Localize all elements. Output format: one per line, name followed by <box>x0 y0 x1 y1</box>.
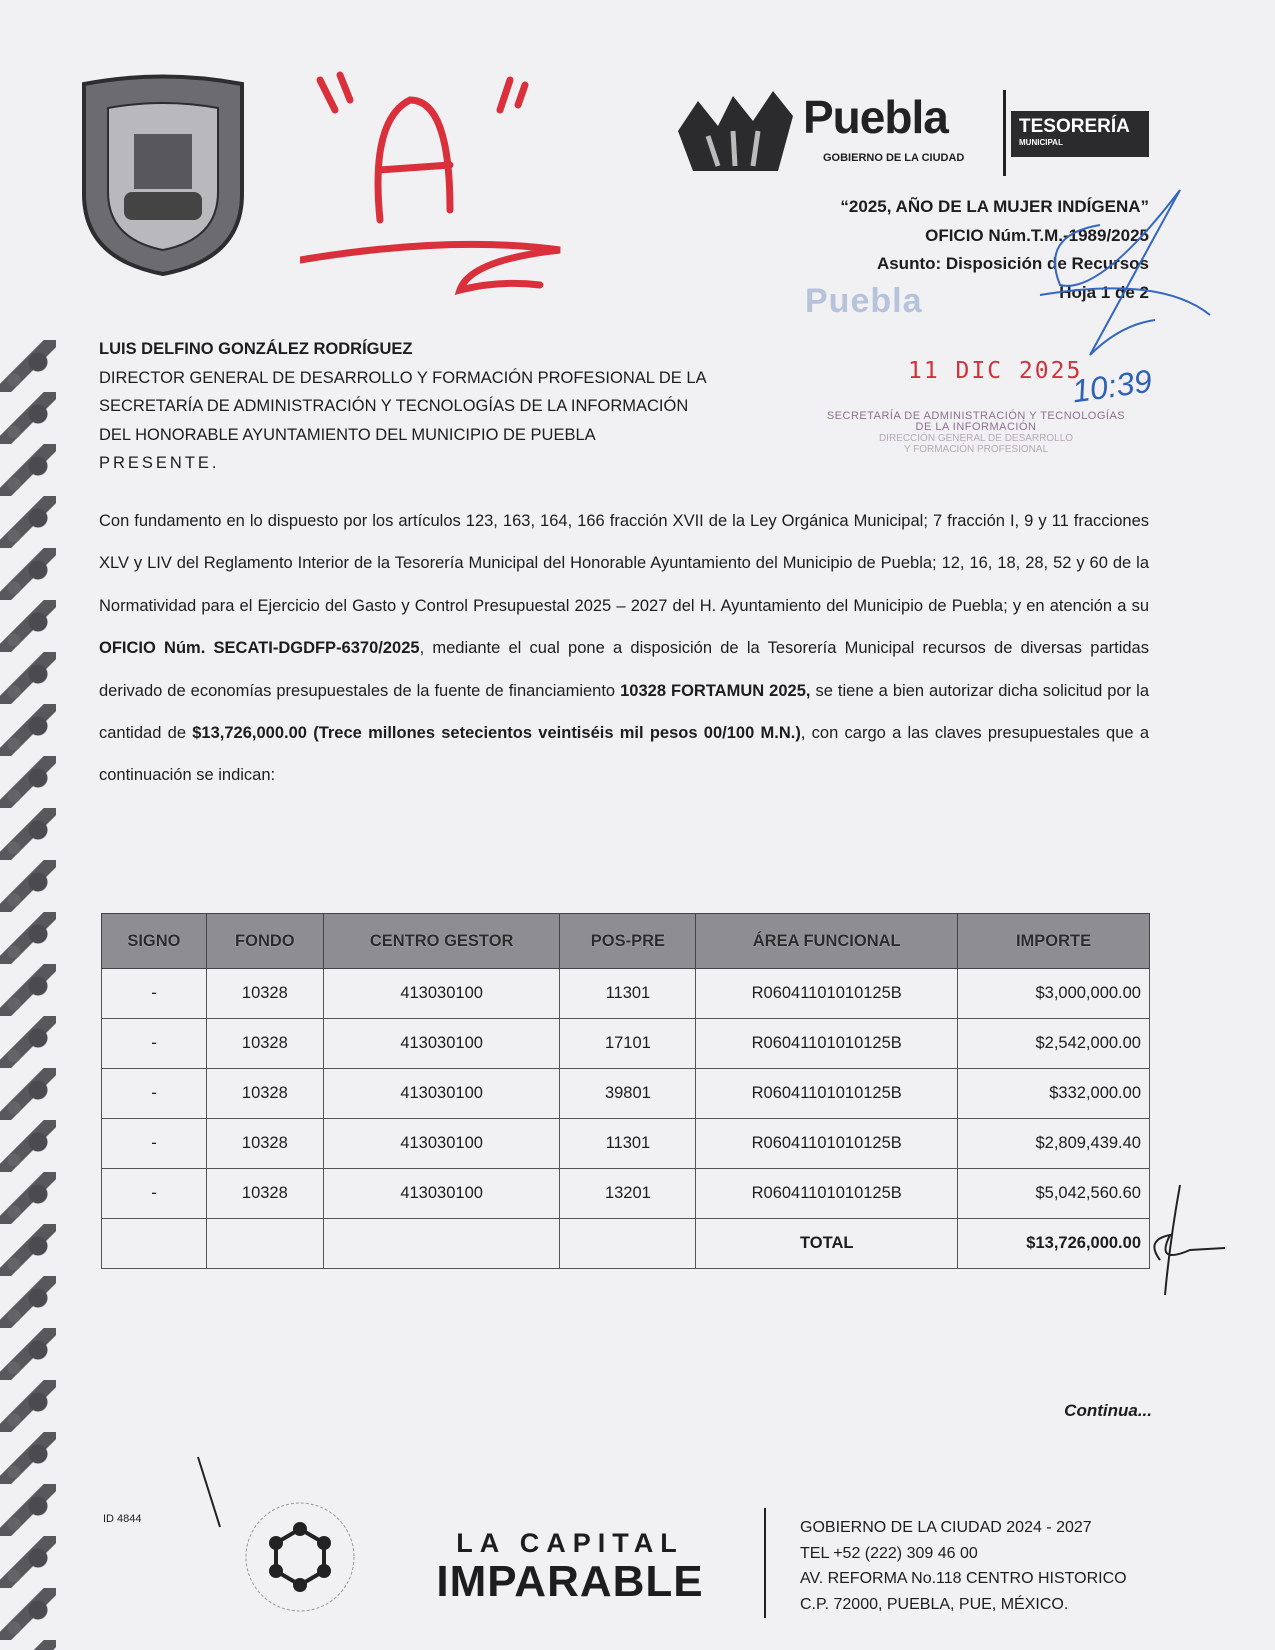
year-motto: “2025, AÑO DE LA MUJER INDÍGENA” <box>840 197 1149 216</box>
table-row <box>102 1169 1150 1219</box>
cell-centro-gestor: 413030100 <box>323 969 560 1019</box>
handwritten-a-mark <box>300 60 600 320</box>
logo-city: Puebla <box>803 91 948 143</box>
cell-pos-pre: 13201 <box>560 1169 696 1219</box>
cell-centro-gestor: 413030100 <box>323 1169 560 1219</box>
table-header-row <box>102 914 1150 969</box>
addressee-title: DIRECTOR GENERAL DE DESARROLLO Y FORMACIÓN PROFESIONAL DE LA <box>99 368 707 387</box>
body-text: , con cargo a las claves presupuestales que a continuación se indican: <box>99 724 1149 785</box>
body-text: , mediante el cual pone a disposición de la Tesorería Municipal recursos de diversas partidas derivado de economías presupuestales de la fuente de financiamiento <box>99 639 1149 700</box>
col-importe: IMPORTE <box>958 914 1150 969</box>
addressee-name: LUIS DELFINO GONZÁLEZ RODRÍGUEZ <box>99 340 413 358</box>
la-capital-imparable-logo <box>410 1528 730 1606</box>
address-line: AV. REFORMA No.118 CENTRO HISTORICO <box>800 1570 1127 1587</box>
footer-divider <box>764 1508 766 1618</box>
cell-importe: $2,809,439.40 <box>958 1119 1150 1169</box>
stamp-line: SECRETARÍA DE ADMINISTRACIÓN Y TECNOLOGÍAS <box>826 410 1126 422</box>
cell-importe: $332,000.00 <box>958 1069 1150 1119</box>
col-area-funcional: ÁREA FUNCIONAL <box>696 914 958 969</box>
stamp-line: Y FORMACIÓN PROFESIONAL <box>903 444 1049 455</box>
addressee-title: SECRETARÍA DE ADMINISTRACIÓN Y TECNOLOGÍAS DE LA INFORMACIÓN <box>99 397 689 415</box>
puebla-emblem-icon <box>673 86 798 176</box>
table-total-row <box>102 1219 1150 1269</box>
cell-fondo: 10328 <box>206 1169 323 1219</box>
dept-title: TESORERÍA <box>1019 116 1130 137</box>
col-pos-pre: POS-PRE <box>560 914 696 969</box>
cell-area-funcional: R06041101010125B <box>696 1019 958 1069</box>
cell-centro-gestor: 413030100 <box>323 1069 560 1119</box>
table-row <box>102 1069 1150 1119</box>
continua-label: Continua... <box>1064 1401 1152 1420</box>
igualdad-laboral-emblem <box>242 1499 358 1615</box>
handwritten-initials <box>1140 1180 1230 1300</box>
funding-source: 10328 FORTAMUN 2025, <box>620 681 811 700</box>
oficio-number: OFICIO Núm.T.M.-1989/2025 <box>925 225 1149 245</box>
cell-importe: $5,042,560.60 <box>958 1169 1150 1219</box>
oficio-reference: OFICIO Núm. SECATI-DGDFP-6370/2025 <box>99 639 420 658</box>
handwritten-time: 10:39 <box>1069 362 1155 410</box>
handwritten-stroke <box>195 1455 225 1530</box>
cell-area-funcional: R06041101010125B <box>696 1169 958 1219</box>
body-text: Con fundamento en lo dispuesto por los artículos 123, 163, 164, 166 fracción XVII de la Ley Orgánica Municipal; 7 fracción I, 9 y 11 fracciones XLV y LIV del Reglamento Interior de la Tesorería Municipal del Honorable Ayuntamiento del Municipio de Puebla; 12, 16, 18, 28, 52 y 60 de la Normatividad para el Ejercicio del Gasto y Control Presupuestal 2025 – 2027 del H. Ayuntamiento del Municipio de Puebla; y en atención a su <box>99 512 1149 615</box>
col-signo: SIGNO <box>102 914 207 969</box>
table-row <box>102 1119 1150 1169</box>
slogan-line2: IMPARABLE <box>436 1557 704 1606</box>
decorative-border <box>0 340 56 1650</box>
cell-fondo: 10328 <box>206 1019 323 1069</box>
received-date-stamp: 11 DIC 2025 <box>908 358 1083 384</box>
cell-signo: - <box>102 969 207 1019</box>
received-stamp-logo: Puebla <box>805 282 923 320</box>
cell-importe: $3,000,000.00 <box>958 969 1150 1019</box>
addressee-title: DEL HONORABLE AYUNTAMIENTO DEL MUNICIPIO DE PUEBLA <box>99 425 596 444</box>
total-value: $13,726,000.00 <box>958 1219 1150 1269</box>
footer-address <box>800 1515 1127 1617</box>
cell-importe: $2,542,000.00 <box>958 1019 1150 1069</box>
address-line: C.P. 72000, PUEBLA, PUE, MÉXICO. <box>800 1595 1069 1613</box>
presente: PRESENTE. <box>99 454 220 472</box>
slogan-line1: LA CAPITAL <box>456 1528 684 1558</box>
cell-area-funcional: R06041101010125B <box>696 969 958 1019</box>
cell-signo: - <box>102 1069 207 1119</box>
total-label: TOTAL <box>696 1219 958 1269</box>
cell-centro-gestor: 413030100 <box>323 1019 560 1069</box>
stamp-line: DE LA INFORMACIÓN <box>915 421 1037 433</box>
cell-area-funcional: R06041101010125B <box>696 1069 958 1119</box>
puebla-tesoreria-logo <box>673 86 1153 178</box>
received-stamp-text <box>800 411 1152 455</box>
page-indicator: Hoja 1 de 2 <box>1059 282 1149 302</box>
dept-sub: MUNICIPAL <box>1019 138 1063 147</box>
logo-sub: GOBIERNO DE LA CIUDAD <box>823 152 965 164</box>
body-paragraph <box>99 500 1149 797</box>
cell-fondo: 10328 <box>206 1119 323 1169</box>
address-phone: TEL +52 (222) 309 46 00 <box>800 1544 978 1562</box>
cell-fondo: 10328 <box>206 1069 323 1119</box>
cell-pos-pre: 11301 <box>560 969 696 1019</box>
addressee-block <box>99 335 707 478</box>
cell-signo: - <box>102 1019 207 1069</box>
body-text: se tiene a bien autorizar dicha solicitud por la cantidad de <box>99 681 1150 743</box>
cell-centro-gestor: 413030100 <box>323 1119 560 1169</box>
blue-signature <box>980 185 1220 375</box>
document-id: ID 4844 <box>103 1513 142 1525</box>
cell-signo: - <box>102 1169 207 1219</box>
cell-pos-pre: 39801 <box>560 1069 696 1119</box>
cell-pos-pre: 17101 <box>560 1019 696 1069</box>
authorized-amount: $13,726,000.00 (Trece millones setecientos veintiséis mil pesos 00/100 M.N.) <box>192 724 801 743</box>
cell-pos-pre: 11301 <box>560 1119 696 1169</box>
cell-signo: - <box>102 1119 207 1169</box>
table-row <box>102 969 1150 1019</box>
city-seal-logo <box>74 74 252 279</box>
address-line: GOBIERNO DE LA CIUDAD 2024 - 2027 <box>800 1519 1092 1536</box>
cell-area-funcional: R06041101010125B <box>696 1119 958 1169</box>
asunto: Asunto: Disposición de Recursos <box>876 254 1149 273</box>
stamp-line: DIRECCIÓN GENERAL DE DESARROLLO <box>878 433 1074 444</box>
col-centro-gestor: CENTRO GESTOR <box>323 914 560 969</box>
budget-table <box>101 913 1150 1269</box>
cell-fondo: 10328 <box>206 969 323 1019</box>
col-fondo: FONDO <box>206 914 323 969</box>
table-row <box>102 1019 1150 1069</box>
